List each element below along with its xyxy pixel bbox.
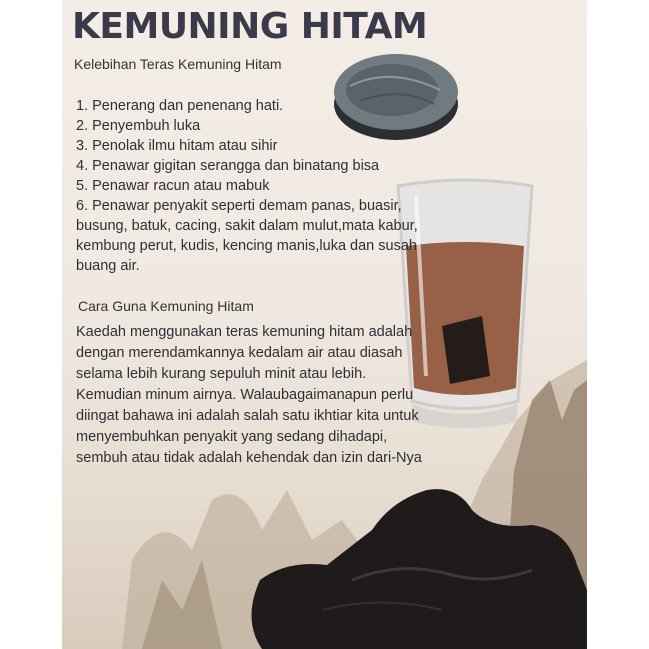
poster: [62, 0, 587, 649]
usage-heading: Cara Guna Kemuning Hitam: [78, 298, 254, 314]
usage-paragraph: Kaedah menggunakan teras kemuning hitam adalah dengan merendamkannya kedalam air atau diasah selama lebih kurang sepuluh minit atau lebih. Kemudian minum airnya. Walaubagaimanapun perlu diingat bahawa ini adalah salah satu ikhtiar kita untuk menyembuhkan penyakit yang sedang dihadapi, sembuh atau tidak adalah kehendak dan izin dari-Nya: [76, 324, 422, 466]
list-item: 6. Penawar penyakit seperti demam panas, buasir, busung, batuk, cacing, sakit dalam mulut,mata kabur, kembung perut, kudis, kencing manis,luka dan susah buang air.: [76, 198, 418, 274]
list-item: 5. Penawar racun atau mabuk: [76, 178, 270, 194]
page-title: KEMUNING HITAM: [72, 6, 428, 47]
list-item: 4. Penawar gigitan serangga dan binatang bisa: [76, 158, 380, 174]
benefits-heading: Kelebihan Teras Kemuning Hitam: [74, 56, 282, 72]
black-wood-image: [232, 470, 587, 649]
list-item: 2. Penyembuh luka: [76, 118, 201, 134]
list-item: 3. Penolak ilmu hitam atau sihir: [76, 138, 278, 154]
list-item: 1. Penerang dan penenang hati.: [76, 98, 284, 114]
benefits-list: [76, 96, 436, 276]
